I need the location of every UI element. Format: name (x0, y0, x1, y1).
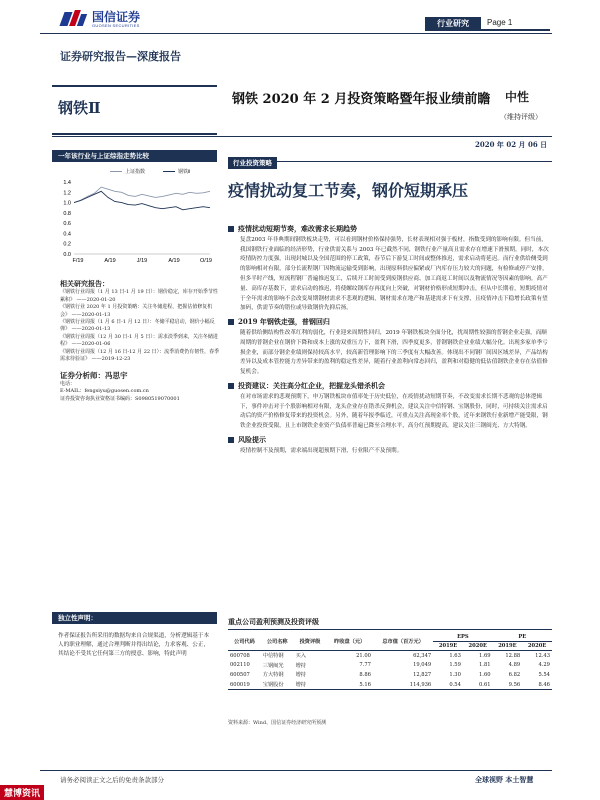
bullet-square-icon (228, 437, 234, 443)
header-divider (40, 33, 552, 34)
rating: 中性 (505, 90, 530, 104)
y-tick-label: 1.4 (63, 180, 71, 186)
section-text: 疫情控制不及预期，需求端出现超预期下滑，行业限产不及预期。 (240, 447, 403, 454)
cell: 62,347 (413, 652, 432, 659)
footer-slogan: 全球视野 本土智慧 (475, 775, 534, 784)
cell: 1.59 (449, 662, 461, 669)
table-row (228, 651, 552, 661)
cell: 12.88 (505, 652, 521, 659)
cell: 4.89 (508, 662, 521, 669)
related-item: 《钢铁行业周报（1 月 13 日-1 月 19 日）：钢价稳定，库存开始季节性累积》 ——2020-01-20 (60, 289, 218, 303)
cell: 0.54 (433, 680, 463, 690)
table-source: 资料来源：Wind、国信证券经济研究所预测 (228, 720, 327, 726)
section-title (228, 435, 552, 445)
cell: 4.29 (538, 662, 550, 669)
table-row (228, 661, 552, 671)
y-tick-label: 0.4 (63, 231, 71, 238)
related-item: 《钢铁行业周报（12 月 16 日-12 月 22 日）：流季消费仍有韧性，春季需求待验证》 ——2019-12-23 (60, 348, 220, 363)
legend-label-index: 上证指数 (125, 169, 146, 175)
cell: 12,827 (413, 671, 432, 678)
report-body (228, 224, 552, 460)
section-title (228, 224, 552, 234)
cell: 600507 (230, 671, 250, 678)
table-row (228, 670, 552, 680)
cell: 1.81 (479, 662, 491, 669)
cell: 8.86 (359, 671, 371, 678)
page-number: Page 1 (481, 17, 550, 31)
cell: 三钢闽光 (262, 662, 284, 669)
independence-text: 作者保证报告所采用的数据均来自合规渠道，分析逻辑基于本人的职业理解，通过合理判断并得出结论，力求客观、公正，其结论不受其它任何第三方的授意、影响，特此声明 (58, 633, 210, 657)
cell: 114,936 (373, 680, 433, 690)
report-date: 2020 年 02 月 06 日 (475, 140, 548, 149)
related-item: 《钢铁行业 2020 年 1 月投资策略：关注冬储进程，把握估值修复机会》 ——2020-01-13 (60, 304, 213, 318)
report-title: 钢铁 2020 年 2 月投资策略暨年报业绩前瞻 (232, 92, 491, 107)
y-tick-label: 0.0 (63, 252, 71, 258)
col-header: EPS (433, 633, 492, 642)
footer-disclaimer[interactable]: 请务必阅读正文之后的免责条款部分 (60, 776, 164, 784)
col-header: 总市值（百万元） (373, 633, 433, 651)
section-text: 在对市场需求的悲观预期下，申万钢铁板块市值率处于历史低位，在疫情扰动短期节奏，不改变需求长期不悲观的总体逻辑下，事件冲击对于个股影响相对有限，龙头企业存在错杀反弹机会，建议关注中信特钢、宝钢股份，同时，可持续关注需求启动后的资产价格修复带来的投资机会。另外，随着年报季临近，可重点关注高现金率个股，近年来钢铁行业新增产能受限，钢铁企业投资受限，且上市钢铁企业资产负债率普遍已降至合理水平，高分红预期提高，建议关注三钢闽光、方大特钢。 (240, 393, 548, 430)
sector-box (52, 85, 217, 135)
cell: 方大特钢 (262, 672, 284, 679)
bullet-square-icon (228, 383, 234, 389)
forecast-table (228, 633, 552, 690)
col-header: 投资评级 (294, 633, 327, 651)
col-subheader: 2020E (463, 642, 493, 651)
y-tick-label: 0.6 (63, 221, 71, 228)
cell: 7.77 (359, 662, 371, 669)
cell: 增持 (295, 662, 306, 669)
rating-subtext: （维持评级） (500, 113, 542, 121)
section (228, 224, 552, 314)
bullet-square-icon (228, 226, 234, 232)
cell: 0.61 (463, 680, 493, 690)
table-row (228, 680, 552, 690)
section-text: 随着供给侧结构性改革红利的弱化，行业迎来周期性回归，2019 年钢铁板块全面分化，扰周期性较强的普钢企业走强，而顺周期的普钢企业在钢价下降和成本上涨的双重压力下，盈利下滑，四季度更多，普钢钢铁企业业绩大幅分化。出现多家单季亏损企业，而部分钢企业绩则保持较高水平，较高新管理影响下的三季度有大幅改善。体现出不同钢厂间因区域差异，产品结构差异以及成本管控能力差异带来的盈利的稳定性差异，随着行业盈利向常态回归，盈利和对稳健的低估值钢铁企业存在估值修复机会。 (240, 329, 548, 376)
section-title-text: 风险提示 (238, 434, 266, 444)
x-tick-label: F/19 (72, 258, 84, 264)
x-tick-label: A/19 (168, 258, 180, 264)
cell: 8.46 (522, 680, 552, 690)
cell: 002110 (230, 662, 250, 669)
trend-chart (52, 172, 217, 267)
logo-subtitle: GUOSEN SECURITIES (92, 22, 140, 28)
header-tag-bar (425, 17, 550, 31)
cell: 中信特钢 (262, 653, 284, 660)
logo-mark-icon (60, 10, 86, 28)
related-head: 相关研究报告： (60, 279, 109, 288)
cell: 宝钢股份 (261, 680, 294, 690)
y-tick-label: 0.2 (63, 241, 71, 248)
related-reports (60, 280, 220, 363)
header-tag: 行业研究 (425, 17, 481, 31)
y-tick-label: 1.0 (63, 200, 71, 207)
cell: 5.54 (538, 671, 550, 678)
cell: 增持 (295, 672, 306, 679)
col-subheader: 2019E (493, 642, 523, 651)
y-tick-label: 0.8 (63, 210, 71, 217)
cell: 1.69 (479, 652, 491, 659)
cell: 1.63 (449, 652, 461, 659)
series-title: 证券研究报告—深度报告 (60, 50, 181, 63)
headline: 疫情扰动复工节奏，钢价短期承压 (228, 181, 469, 200)
cell: 600708 (230, 652, 250, 659)
section-title (228, 317, 552, 327)
col-subheader: 2020E (522, 642, 552, 651)
analyst-name: 证券分析师：冯思宇 (60, 371, 128, 380)
section-title (228, 381, 552, 391)
analyst-block (60, 372, 220, 403)
cell: 6.82 (508, 671, 521, 678)
cell: 9.56 (493, 680, 523, 690)
section-title-text: 2019 年钢铁走强，普钢回归 (238, 317, 330, 327)
legend-label-sector: 钢铁Ⅱ (178, 169, 191, 175)
col-header: 公司名称 (261, 633, 294, 651)
footer-divider (40, 770, 552, 771)
section-text: 复盘2003 年非典期间钢铁板块走势，可以看到钢材价格保持强势，长材表现相对强于板材，指数受到的影响有限。但当前，我国钢铁行业面临的经济形势，行业供需关系与 2003 年已截然不同，钢铁行业产量高且需求存在增速下滑预期。同时，本次疫情防控力度强，出现封城以及全国范围的停工政策，春节后下游复工时间或整体推迟，需求启动将延迟。而行业供给侧受到的影响相对有限，部分长流程钢厂因物流运输受到影响，出现原料供应偏紧或厂内库存压力较大的问题，有检修或停产安排，但多半时产线，短流程钢厂普遍推迟复工，后续开工时间受到废钢供应商、加工商返工时间以及物流情况等因素的影响。高产量、高库存基数下，需求启动的推迟，将使螺纹钢库存再度向上突破，对钢材价格形成短期冲击，但从中长期看，短期疫情对于全年需求的影响不会改变周期钢材需求不悲观的逻辑，钢材需求在地产和基建需求下有支撑，且疫情冲击下稳增长政策有望加码，供需节奏的错位或导致钢价先抑后扬。 (240, 236, 549, 312)
y-tick-label: 1.2 (63, 190, 71, 197)
company-logo (60, 10, 140, 28)
cell: 增持 (294, 680, 327, 690)
section (228, 381, 552, 432)
analyst-cert: 证券投资咨询执业资格证书编码：S0980519070001 (60, 395, 180, 402)
col-header: PE (493, 633, 552, 642)
cell: 5.16 (326, 680, 373, 690)
x-tick-label: J/19 (136, 258, 148, 264)
col-subheader: 2019E (433, 642, 463, 651)
chart-section-title: 一年该行业与上证综指走势比较 (52, 150, 217, 162)
sector-name: 钢铁Ⅱ (58, 99, 101, 117)
analyst-phone: 电话： (60, 381, 76, 388)
related-item: 《钢铁行业周报（1 月 6 日-1 月 12 日）：冬储平稳启动，钢价小幅反弹》 ——2020-01-13 (60, 319, 215, 333)
section (228, 435, 552, 457)
table-title: 重点公司盈利预测及投资评级 (228, 617, 552, 630)
x-tick-label: A/19 (104, 258, 116, 264)
cell: 买入 (295, 653, 306, 660)
section-title-text: 疫情扰动短期节奏，难改需求长期趋势 (238, 224, 357, 233)
cell: 1.60 (479, 671, 491, 678)
title-divider (52, 136, 552, 137)
series-line-index (74, 187, 210, 203)
col-header: 公司代码 (228, 633, 261, 651)
section-title-text: 投资建议：关注高分红企业，把握龙头错杀机会 (238, 380, 385, 390)
independence-title: 独立性声明： (52, 612, 217, 624)
strategy-tag: 行业投资策略 (228, 157, 277, 169)
x-tick-label: O/19 (200, 258, 212, 264)
cell: 600019 (228, 680, 261, 690)
cell: 1.30 (449, 671, 461, 678)
section (228, 317, 552, 378)
bullet-square-icon (228, 319, 234, 325)
cell: 19,049 (413, 662, 432, 669)
watermark: 慧博资讯 (0, 785, 44, 800)
cell: 21.00 (356, 652, 371, 659)
analyst-email[interactable]: E-MAIL：fengsiyu@guosen.com.cn (60, 388, 149, 395)
col-header: 昨收盘（元） (326, 633, 373, 651)
logo-name: 国信证券 (92, 9, 141, 24)
cell: 12.43 (535, 652, 550, 659)
related-item: 《钢铁行业周报（12 月 30 日-1 月 5 日）：需求淡季到来，关注冬储进程》 ——2020-01-06 (60, 333, 218, 348)
strategy-bar (228, 150, 552, 167)
